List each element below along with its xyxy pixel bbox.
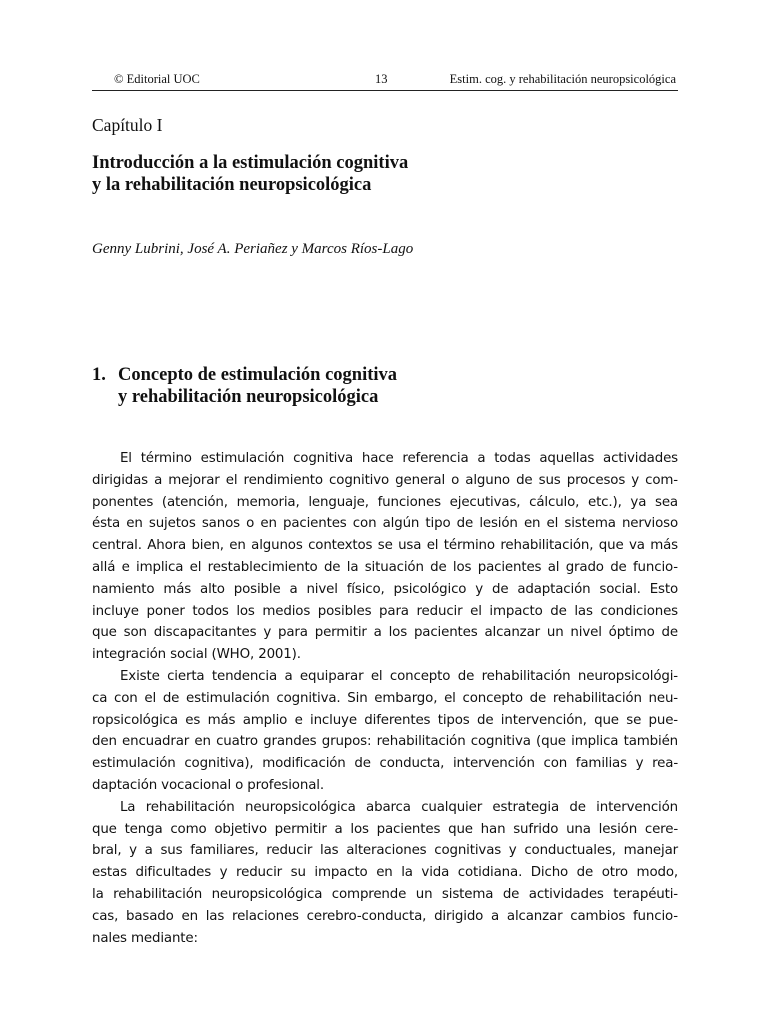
- text-line: nales mediante:: [92, 930, 198, 946]
- text-line: que son discapacitantes y para permitir a los pacientes alcanzar un nivel óptimo de: [92, 625, 678, 641]
- text-line: namiento más alto posible a nivel físico, psicológico y de adaptación social. Esto: [92, 581, 678, 597]
- text-line: Existe cierta tendencia a equiparar el concepto de rehabilitación neuropsicológi-: [120, 668, 678, 684]
- text-line: ca con el de estimulación cognitiva. Sin embargo, el concepto de rehabilitación neu-: [92, 690, 678, 706]
- chapter-label: Capítulo I: [92, 115, 163, 135]
- section-number: 1.: [92, 365, 106, 385]
- book-page: [92, 0, 678, 1024]
- text-line: La rehabilitación neuropsicológica abarca cualquier estrategia de intervención: [120, 799, 678, 815]
- page-number: 13: [375, 72, 388, 86]
- paragraph: [92, 797, 678, 950]
- text-line: integración social (WHO, 2001).: [92, 647, 301, 663]
- section-title-line: y rehabilitación neuropsicológica: [118, 387, 379, 407]
- chapter-title-line: Introducción a la estimulación cognitiva: [92, 153, 409, 173]
- text-line: que tenga como objetivo permitir a los pacientes que han sufrido una lesión cere-: [92, 821, 678, 837]
- text-line: incluye poner todos los medios posibles para reducir el impacto de las condiciones: [92, 603, 678, 619]
- text-line: dirigidas a mejorar el rendimiento cognitivo general o alguno de sus procesos y com-: [92, 472, 678, 488]
- text-line: cas, basado en las relaciones cerebro-conducta, dirigido a alcanzar cambios funcio-: [92, 908, 678, 924]
- body-text: [92, 448, 678, 949]
- text-line: central. Ahora bien, en algunos contextos se usa el término rehabilitación, que va más: [92, 538, 678, 554]
- text-line: estas dificultades y reducir su impacto en la vida cotidiana. Dicho de otro modo,: [92, 865, 678, 881]
- text-line: la rehabilitación neuropsicológica comprende un sistema de actividades terapéuti-: [92, 886, 678, 902]
- text-line: bral, y a sus familiares, reducir las alteraciones cognitivas y conductuales, manejar: [92, 843, 678, 859]
- running-title: Estim. cog. y rehabilitación neuropsicológica: [449, 72, 676, 86]
- text-line: ropsicológica es más amplio e incluye diferentes tipos de intervención, que se pue-: [92, 712, 678, 728]
- chapter-authors: Genny Lubrini, José A. Periañez y Marcos Ríos-Lago: [92, 241, 414, 257]
- text-line: El término estimulación cognitiva hace referencia a todas aquellas actividades: [120, 451, 678, 466]
- text-line: den encuadrar en cuatro grandes grupos: rehabilitación cognitiva (que implica también: [92, 734, 678, 750]
- text-line: allá e implica el restablecimiento de la situación de los pacientes al grado de funcio-: [92, 559, 678, 575]
- section-title-line: Concepto de estimulación cognitiva: [118, 365, 398, 385]
- text-line: estimulación cognitiva), modificación de conducta, intervención con familias y rea-: [92, 756, 678, 772]
- chapter-title-line: y la rehabilitación neuropsicológica: [92, 175, 372, 195]
- chapter-title: [92, 152, 678, 196]
- paragraph: [92, 666, 678, 797]
- running-header: [92, 70, 678, 91]
- publisher-credit: © Editorial UOC: [114, 72, 200, 86]
- text-line: daptación vocacional o profesional.: [92, 777, 324, 793]
- text-line: ésta en sujetos sanos o en pacientes con algún tipo de lesión en el sistema nervioso: [92, 516, 678, 532]
- text-line: ponentes (atención, memoria, lenguaje, funciones ejecutivas, cálculo, etc.), ya sea: [92, 494, 678, 510]
- paragraph: [92, 448, 678, 666]
